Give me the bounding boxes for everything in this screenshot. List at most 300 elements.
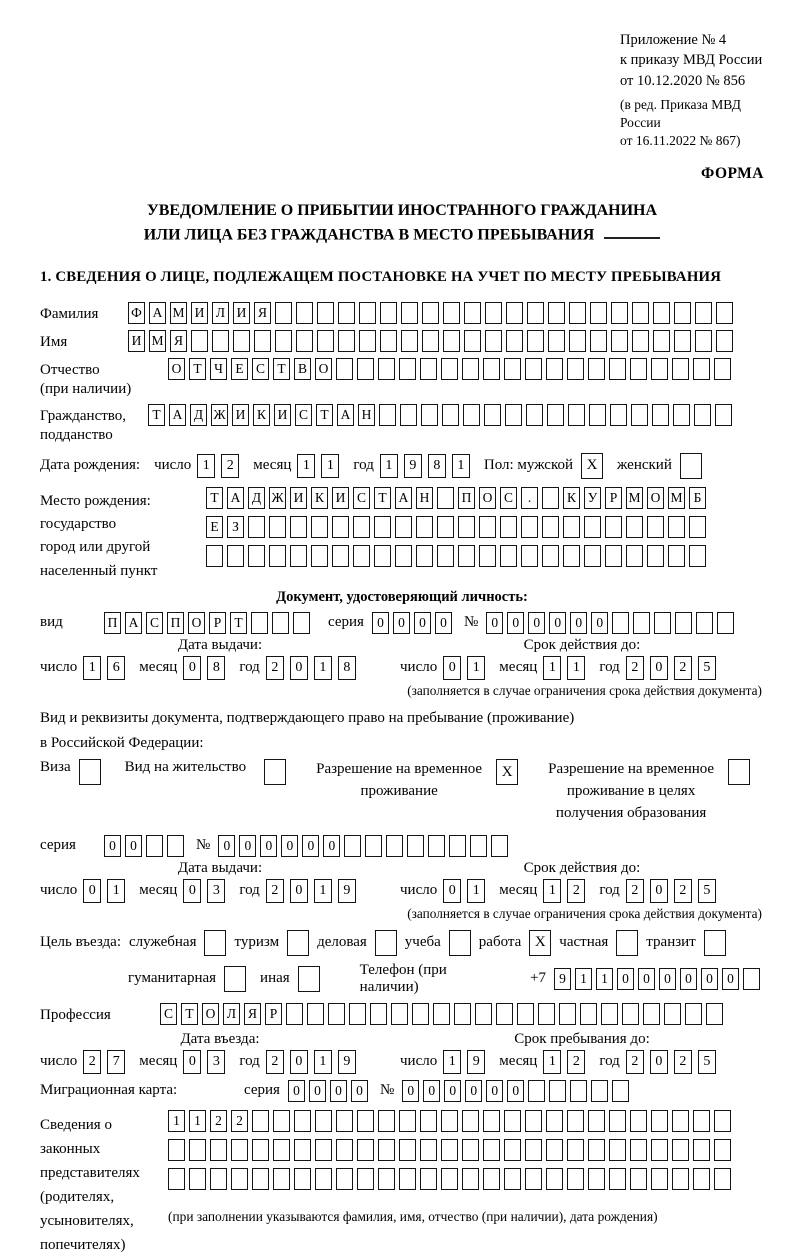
char-cell[interactable]: 9 [467,1050,485,1074]
char-cell[interactable] [525,1139,542,1161]
char-cell[interactable] [290,516,307,538]
char-cell[interactable] [290,545,307,567]
char-cell[interactable]: В [294,358,311,380]
char-cell[interactable]: А [169,404,186,426]
char-cell[interactable] [462,1110,479,1132]
char-cell[interactable]: 0 [570,612,587,634]
char-cell[interactable] [612,1080,629,1102]
char-cell[interactable] [252,1139,269,1161]
char-cell[interactable]: Т [148,404,165,426]
char-cell[interactable] [273,1110,290,1132]
char-cell[interactable] [609,1168,626,1190]
char-cell[interactable] [441,358,458,380]
char-cell[interactable] [254,330,271,352]
char-cell[interactable] [689,516,706,538]
char-cell[interactable]: 0 [528,612,545,634]
char-cell[interactable] [485,330,502,352]
char-cell[interactable] [422,302,439,324]
char-cell[interactable] [525,1110,542,1132]
char-cell[interactable] [357,1168,374,1190]
char-cell[interactable] [275,330,292,352]
char-cell[interactable] [146,835,163,857]
char-cell[interactable] [167,835,184,857]
char-cell[interactable]: 9 [554,968,571,990]
char-cell[interactable] [294,1139,311,1161]
char-cell[interactable] [463,404,480,426]
purpose-study-checkbox[interactable] [449,930,471,956]
char-cell[interactable] [569,330,586,352]
char-cell[interactable]: Р [209,612,226,634]
purpose-business-checkbox[interactable] [375,930,397,956]
char-cell[interactable] [212,330,229,352]
char-cell[interactable]: Р [605,487,622,509]
char-cell[interactable] [491,835,508,857]
char-cell[interactable] [332,516,349,538]
birth-place-cells-row1[interactable] [206,487,710,509]
char-cell[interactable]: 0 [104,835,121,857]
char-cell[interactable] [584,545,601,567]
purpose-tourism-checkbox[interactable] [287,930,309,956]
char-cell[interactable] [484,404,501,426]
char-cell[interactable] [548,302,565,324]
char-cell[interactable] [654,612,671,634]
char-cell[interactable] [630,1110,647,1132]
char-cell[interactable]: У [584,487,601,509]
char-cell[interactable] [378,1168,395,1190]
char-cell[interactable] [399,358,416,380]
char-cell[interactable] [632,330,649,352]
char-cell[interactable] [622,1003,639,1025]
char-cell[interactable]: 0 [591,612,608,634]
char-cell[interactable] [647,516,664,538]
char-cell[interactable] [401,330,418,352]
profession-cells[interactable] [160,1003,727,1025]
char-cell[interactable] [315,1110,332,1132]
char-cell[interactable] [353,516,370,538]
char-cell[interactable]: 9 [338,1050,356,1074]
char-cell[interactable]: 1 [168,1110,185,1132]
char-cell[interactable] [695,302,712,324]
char-cell[interactable] [420,358,437,380]
char-cell[interactable] [464,330,481,352]
char-cell[interactable] [395,516,412,538]
char-cell[interactable] [315,1168,332,1190]
char-cell[interactable]: 1 [452,454,470,478]
char-cell[interactable] [668,545,685,567]
char-cell[interactable]: П [167,612,184,634]
char-cell[interactable] [407,835,424,857]
char-cell[interactable]: 1 [543,1050,561,1074]
char-cell[interactable]: 1 [197,454,215,478]
char-cell[interactable] [695,330,712,352]
char-cell[interactable] [269,545,286,567]
char-cell[interactable] [294,1168,311,1190]
char-cell[interactable]: 0 [218,835,235,857]
char-cell[interactable] [441,1110,458,1132]
purpose-transit-checkbox[interactable] [704,930,726,956]
char-cell[interactable]: 1 [467,879,485,903]
char-cell[interactable]: П [458,487,475,509]
char-cell[interactable] [672,1110,689,1132]
char-cell[interactable] [344,835,361,857]
char-cell[interactable] [652,404,669,426]
char-cell[interactable] [378,1139,395,1161]
char-cell[interactable] [527,302,544,324]
char-cell[interactable] [428,835,445,857]
char-cell[interactable] [590,330,607,352]
birth-year-cells[interactable] [380,454,476,478]
char-cell[interactable]: Ч [210,358,227,380]
char-cell[interactable]: 2 [221,454,239,478]
char-cell[interactable] [717,612,734,634]
char-cell[interactable] [336,358,353,380]
stay-year-cells[interactable] [626,1050,722,1074]
char-cell[interactable] [651,1139,668,1161]
char-cell[interactable]: С [500,487,517,509]
char-cell[interactable]: 1 [314,1050,332,1074]
char-cell[interactable]: О [168,358,185,380]
entry-month-cells[interactable] [183,1050,231,1074]
char-cell[interactable]: 2 [626,879,644,903]
char-cell[interactable]: Т [230,612,247,634]
char-cell[interactable]: 8 [338,656,356,680]
char-cell[interactable]: А [125,612,142,634]
char-cell[interactable] [588,1168,605,1190]
char-cell[interactable]: А [337,404,354,426]
char-cell[interactable] [416,516,433,538]
char-cell[interactable] [647,545,664,567]
char-cell[interactable] [437,545,454,567]
char-cell[interactable]: 0 [722,968,739,990]
male-checkbox[interactable]: X [581,453,603,479]
char-cell[interactable] [542,487,559,509]
char-cell[interactable]: 0 [701,968,718,990]
char-cell[interactable] [353,545,370,567]
char-cell[interactable] [504,1168,521,1190]
char-cell[interactable]: 1 [314,656,332,680]
char-cell[interactable] [542,516,559,538]
char-cell[interactable] [664,1003,681,1025]
migration-number-cells[interactable] [402,1080,633,1102]
temp-residence-education-checkbox[interactable] [728,759,750,785]
char-cell[interactable] [525,358,542,380]
char-cell[interactable]: 1 [314,879,332,903]
legal-reps-cells-row2[interactable] [168,1139,735,1161]
char-cell[interactable] [443,330,460,352]
char-cell[interactable]: 1 [575,968,592,990]
char-cell[interactable] [395,545,412,567]
birth-month-cells[interactable] [297,454,345,478]
char-cell[interactable]: 0 [680,968,697,990]
char-cell[interactable]: 0 [444,1080,461,1102]
char-cell[interactable]: 0 [290,879,308,903]
char-cell[interactable] [399,1139,416,1161]
char-cell[interactable] [504,358,521,380]
char-cell[interactable]: Д [190,404,207,426]
residence-issue-month-cells[interactable] [183,879,231,903]
char-cell[interactable]: 2 [210,1110,227,1132]
char-cell[interactable]: 2 [626,656,644,680]
char-cell[interactable]: П [104,612,121,634]
purpose-official-checkbox[interactable] [204,930,226,956]
char-cell[interactable] [458,516,475,538]
purpose-humanitarian-checkbox[interactable] [224,966,246,992]
char-cell[interactable] [605,545,622,567]
char-cell[interactable] [349,1003,366,1025]
char-cell[interactable]: Т [206,487,223,509]
char-cell[interactable]: К [253,404,270,426]
residence-issue-year-cells[interactable] [266,879,362,903]
char-cell[interactable]: 9 [338,879,356,903]
char-cell[interactable] [210,1139,227,1161]
char-cell[interactable]: 1 [467,656,485,680]
char-cell[interactable] [653,302,670,324]
char-cell[interactable] [248,545,265,567]
char-cell[interactable]: 1 [380,454,398,478]
char-cell[interactable] [546,1110,563,1132]
char-cell[interactable] [231,1139,248,1161]
char-cell[interactable]: Н [416,487,433,509]
char-cell[interactable] [328,1003,345,1025]
char-cell[interactable] [548,330,565,352]
char-cell[interactable]: А [149,302,166,324]
char-cell[interactable]: 6 [107,656,125,680]
valid-day-cells[interactable] [443,656,491,680]
char-cell[interactable] [546,358,563,380]
char-cell[interactable] [374,516,391,538]
doc-series-cells[interactable] [372,612,456,634]
char-cell[interactable] [611,330,628,352]
char-cell[interactable]: 2 [231,1110,248,1132]
char-cell[interactable] [672,1168,689,1190]
char-cell[interactable] [391,1003,408,1025]
char-cell[interactable] [210,1168,227,1190]
char-cell[interactable]: 0 [435,612,452,634]
issue-day-cells[interactable] [83,656,131,680]
char-cell[interactable]: 2 [266,656,284,680]
char-cell[interactable] [609,1110,626,1132]
char-cell[interactable] [470,835,487,857]
char-cell[interactable] [315,1139,332,1161]
char-cell[interactable] [580,1003,597,1025]
char-cell[interactable] [252,1168,269,1190]
char-cell[interactable] [399,1110,416,1132]
char-cell[interactable]: Т [181,1003,198,1025]
char-cell[interactable] [500,516,517,538]
char-cell[interactable]: 2 [567,879,585,903]
char-cell[interactable]: 1 [83,656,101,680]
residence-valid-month-cells[interactable] [543,879,591,903]
citizenship-cells[interactable] [148,404,736,426]
char-cell[interactable]: 0 [260,835,277,857]
issue-month-cells[interactable] [183,656,231,680]
visa-checkbox[interactable] [79,759,101,785]
char-cell[interactable] [626,516,643,538]
char-cell[interactable] [526,404,543,426]
char-cell[interactable]: С [353,487,370,509]
char-cell[interactable]: 8 [428,454,446,478]
char-cell[interactable]: Ж [211,404,228,426]
char-cell[interactable]: 2 [567,1050,585,1074]
char-cell[interactable]: 2 [266,879,284,903]
char-cell[interactable] [693,358,710,380]
char-cell[interactable]: Т [189,358,206,380]
char-cell[interactable]: 0 [465,1080,482,1102]
char-cell[interactable] [525,1168,542,1190]
char-cell[interactable] [521,545,538,567]
char-cell[interactable] [272,612,289,634]
char-cell[interactable]: 1 [189,1110,206,1132]
char-cell[interactable] [420,1168,437,1190]
valid-year-cells[interactable] [626,656,722,680]
char-cell[interactable] [714,1110,731,1132]
char-cell[interactable]: 5 [698,879,716,903]
char-cell[interactable] [296,330,313,352]
char-cell[interactable] [570,1080,587,1102]
char-cell[interactable] [357,358,374,380]
char-cell[interactable] [307,1003,324,1025]
char-cell[interactable] [610,404,627,426]
char-cell[interactable] [442,404,459,426]
char-cell[interactable]: 0 [302,835,319,857]
char-cell[interactable]: 0 [393,612,410,634]
char-cell[interactable] [538,1003,555,1025]
char-cell[interactable]: М [668,487,685,509]
valid-month-cells[interactable] [543,656,591,680]
char-cell[interactable] [651,358,668,380]
char-cell[interactable] [715,404,732,426]
char-cell[interactable]: О [479,487,496,509]
char-cell[interactable] [567,1139,584,1161]
char-cell[interactable]: 5 [698,1050,716,1074]
char-cell[interactable]: 5 [698,656,716,680]
char-cell[interactable]: 0 [183,1050,201,1074]
char-cell[interactable] [547,404,564,426]
char-cell[interactable] [673,404,690,426]
char-cell[interactable] [528,1080,545,1102]
char-cell[interactable] [521,516,538,538]
char-cell[interactable]: Л [212,302,229,324]
char-cell[interactable]: О [202,1003,219,1025]
phone-cells[interactable] [554,968,764,990]
char-cell[interactable]: Ф [128,302,145,324]
char-cell[interactable] [359,302,376,324]
char-cell[interactable] [549,1080,566,1102]
patronymic-cells[interactable] [168,358,735,380]
char-cell[interactable]: К [563,487,580,509]
char-cell[interactable]: 1 [443,1050,461,1074]
entry-day-cells[interactable] [83,1050,131,1074]
char-cell[interactable] [601,1003,618,1025]
char-cell[interactable]: А [395,487,412,509]
char-cell[interactable]: 0 [125,835,142,857]
char-cell[interactable]: 1 [321,454,339,478]
char-cell[interactable]: М [626,487,643,509]
char-cell[interactable]: 2 [266,1050,284,1074]
char-cell[interactable] [296,302,313,324]
char-cell[interactable]: 0 [290,1050,308,1074]
char-cell[interactable] [693,1168,710,1190]
char-cell[interactable] [588,1110,605,1132]
char-cell[interactable]: 8 [207,656,225,680]
char-cell[interactable] [689,545,706,567]
char-cell[interactable]: 0 [650,879,668,903]
char-cell[interactable] [311,545,328,567]
residence-series-cells[interactable] [104,835,188,857]
char-cell[interactable] [401,302,418,324]
char-cell[interactable] [412,1003,429,1025]
given-name-cells[interactable] [128,330,737,352]
char-cell[interactable] [357,1139,374,1161]
issue-year-cells[interactable] [266,656,362,680]
char-cell[interactable]: 0 [507,612,524,634]
char-cell[interactable] [630,358,647,380]
char-cell[interactable] [420,1110,437,1132]
char-cell[interactable] [421,404,438,426]
char-cell[interactable]: 0 [650,656,668,680]
char-cell[interactable] [233,330,250,352]
char-cell[interactable] [605,516,622,538]
char-cell[interactable] [378,358,395,380]
birth-day-cells[interactable] [197,454,245,478]
char-cell[interactable]: И [274,404,291,426]
temp-residence-checkbox[interactable]: X [496,759,518,785]
char-cell[interactable] [273,1139,290,1161]
legal-reps-cells-row3[interactable] [168,1168,735,1190]
char-cell[interactable]: И [332,487,349,509]
char-cell[interactable] [500,545,517,567]
char-cell[interactable]: М [170,302,187,324]
char-cell[interactable] [336,1110,353,1132]
char-cell[interactable]: 1 [567,656,585,680]
purpose-other-checkbox[interactable] [298,966,320,992]
char-cell[interactable]: 1 [297,454,315,478]
char-cell[interactable] [706,1003,723,1025]
char-cell[interactable]: 1 [107,879,125,903]
char-cell[interactable]: А [227,487,244,509]
char-cell[interactable] [485,302,502,324]
char-cell[interactable] [685,1003,702,1025]
char-cell[interactable] [674,330,691,352]
char-cell[interactable]: Я [244,1003,261,1025]
char-cell[interactable] [269,516,286,538]
char-cell[interactable] [462,358,479,380]
char-cell[interactable] [294,1110,311,1132]
char-cell[interactable] [462,1168,479,1190]
char-cell[interactable]: Я [170,330,187,352]
char-cell[interactable]: И [290,487,307,509]
char-cell[interactable] [651,1110,668,1132]
char-cell[interactable]: 2 [83,1050,101,1074]
char-cell[interactable] [380,330,397,352]
char-cell[interactable]: 1 [543,879,561,903]
residence-valid-year-cells[interactable] [626,879,722,903]
char-cell[interactable] [651,1168,668,1190]
char-cell[interactable]: 0 [83,879,101,903]
char-cell[interactable]: Д [248,487,265,509]
char-cell[interactable]: И [233,302,250,324]
char-cell[interactable]: 0 [281,835,298,857]
char-cell[interactable] [475,1003,492,1025]
female-checkbox[interactable] [680,453,702,479]
residence-valid-day-cells[interactable] [443,879,491,903]
char-cell[interactable]: 0 [402,1080,419,1102]
char-cell[interactable]: С [160,1003,177,1025]
char-cell[interactable] [483,1168,500,1190]
char-cell[interactable] [479,516,496,538]
char-cell[interactable] [504,1139,521,1161]
char-cell[interactable] [449,835,466,857]
